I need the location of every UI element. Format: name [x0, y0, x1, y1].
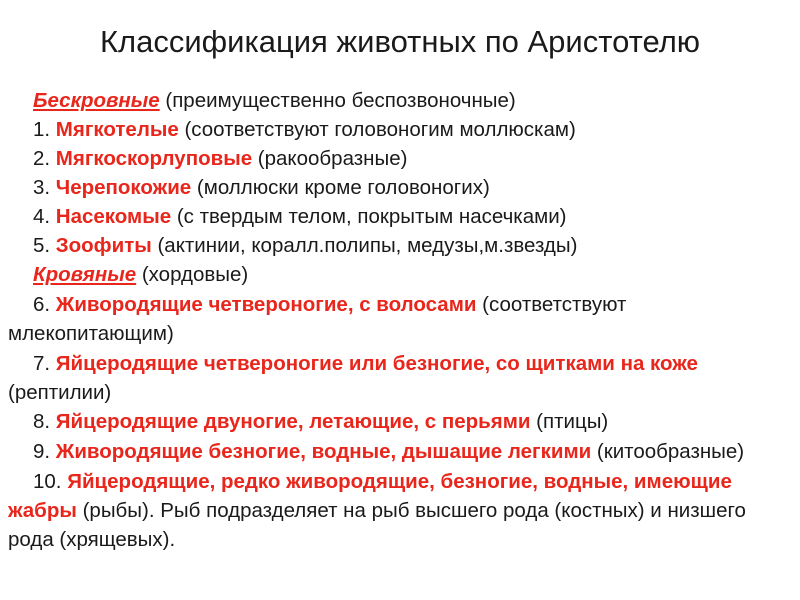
item-number: 4.	[33, 205, 56, 228]
item-name: Живородящие безногие, водные, дышащие легкими	[55, 440, 592, 463]
item-number: 8.	[33, 410, 56, 433]
group-note: (преимущественно беспозвоночные)	[159, 89, 516, 112]
group-note: (хордовые)	[136, 263, 249, 286]
item-name: Насекомые	[55, 205, 172, 228]
classification-list	[8, 86, 778, 554]
item-name: Мягкоскорлуповые	[55, 147, 253, 170]
item-note: (птицы)	[530, 410, 609, 433]
item-note: (рыбы). Рыб подразделяет на рыб высшего рода (костных) и низшего рода (хрящевых).	[8, 499, 746, 551]
item-note: (соответствуют головоногим моллюскам)	[178, 118, 576, 141]
list-item	[8, 115, 778, 144]
list-item	[8, 202, 778, 231]
list-item	[8, 407, 778, 436]
item-name: Живородящие четвероногие, с волосами	[55, 293, 477, 316]
item-note: (китообразные)	[591, 440, 745, 463]
item-name: Яйцеродящие, редко живородящие, безногие, водные, имеющие жабры	[8, 470, 732, 522]
item-name: Черепокожие	[55, 176, 192, 199]
item-number: 1.	[33, 118, 56, 141]
list-item	[8, 231, 778, 260]
item-number: 5.	[33, 234, 56, 257]
list-item	[8, 467, 778, 554]
item-note: (актинии, коралл.полипы, медузы,м.звезды)	[151, 234, 578, 257]
item-note: (соответствуют млекопитающим)	[8, 293, 627, 345]
item-note: (рептилии)	[8, 381, 112, 404]
group-name: Бескровные	[33, 89, 160, 112]
list-item	[8, 290, 778, 348]
list-item	[8, 349, 778, 407]
item-name: Яйцеродящие двуногие, летающие, с перьями	[55, 410, 531, 433]
item-number: 3.	[33, 176, 56, 199]
item-name: Яйцеродящие четвероногие или безногие, со щитками на коже	[55, 352, 698, 375]
item-number: 7.	[33, 352, 56, 375]
item-number: 6.	[33, 293, 56, 316]
item-note: (моллюски кроме головоногих)	[191, 176, 490, 199]
list-item	[8, 173, 778, 202]
list-item	[8, 144, 778, 173]
group-heading-blooded	[8, 260, 778, 289]
group-heading-bloodless	[8, 86, 778, 115]
item-number: 9.	[33, 440, 56, 463]
item-number: 2.	[33, 147, 56, 170]
item-note: (с твердым телом, покрытым насечками)	[171, 205, 567, 228]
item-note: (ракообразные)	[252, 147, 408, 170]
list-item	[8, 437, 778, 466]
item-name: Мягкотелые	[55, 118, 179, 141]
group-name: Кровяные	[33, 263, 137, 286]
item-number: 10.	[33, 470, 68, 493]
slide-title: Классификация животных по Аристотелю	[99, 24, 701, 59]
item-name: Зоофиты	[55, 234, 152, 257]
